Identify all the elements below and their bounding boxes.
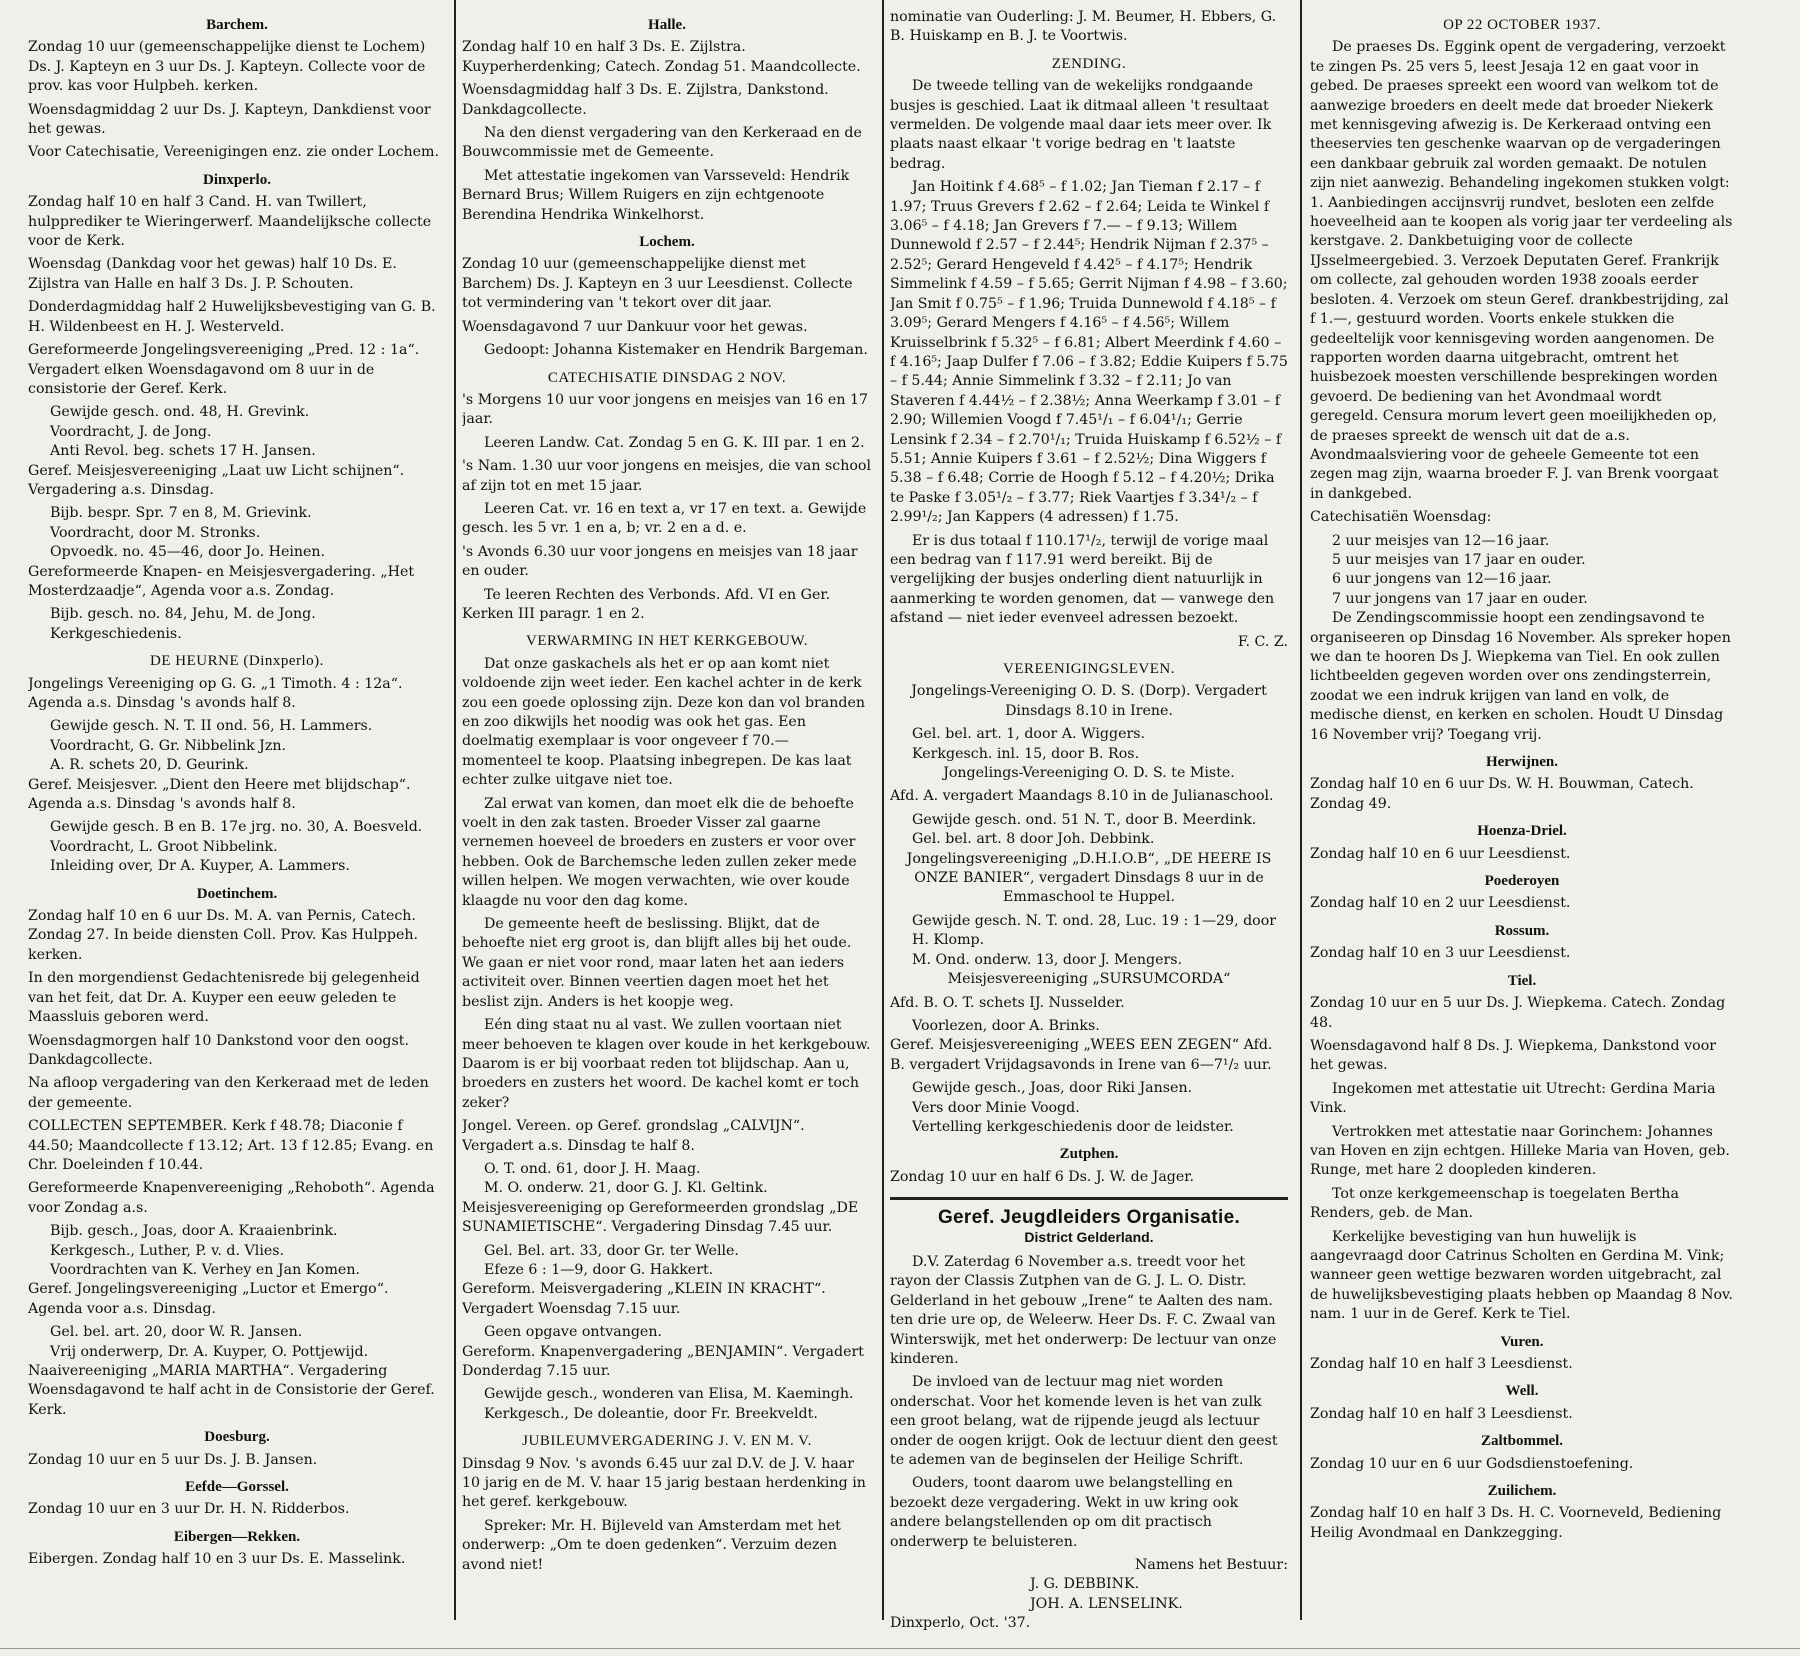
paragraph: Gereformeerde Knapenvereeniging „Rehoboth“. Agenda voor Zondag a.s.	[28, 1180, 435, 1216]
paragraph: Afd. A. vergadert Maandags 8.10 in de Julianaschool.	[890, 788, 1274, 805]
agenda-line: 7 uur jongens van 17 jaar en ouder.	[1332, 590, 1588, 607]
paragraph-centered: Meisjesvereeniging „SURSUMCORDA“	[947, 971, 1231, 988]
agenda-line: 6 uur jongens van 12—16 jaar.	[1332, 571, 1552, 588]
agenda-line: Voordrachten van K. Verhey en Jan Komen.	[50, 1261, 360, 1278]
paragraph: Zondag 10 uur en 6 uur Godsdienstoefening.	[1310, 1455, 1634, 1472]
paragraph: In den morgendienst Gedachtenisrede bij gelegenheid van het feit, dat Dr. A. Kuyper een eeuw geleden te Maassluis geboren werd.	[28, 970, 420, 1026]
paragraph: D.V. Zaterdag 6 November a.s. treedt voor het rayon der Classis Zutphen van de G. J. L. O. Distr. Gelderland in het gebouw „Irene“ te Aalten des nam. ten drie ure op, de Weleerw. Heer Ds. F. C. Zwaal van Winterswijk, met het onderwerp: De lectuur van onze kinderen.	[890, 1253, 1277, 1367]
agenda-line: Inleiding over, Dr A. Kuyper, A. Lammers.	[50, 858, 350, 875]
divider	[890, 1197, 1288, 1200]
agenda-line: Efeze 6 : 1—9, door G. Hakkert.	[484, 1261, 714, 1278]
agenda-line: Gewijde gesch. N. T. II ond. 56, H. Lammers.	[50, 718, 373, 735]
agenda-line: Gel. bel. art. 1, door A. Wiggers.	[912, 726, 1146, 743]
paragraph: Woensdagmorgen half 10 Dankstond voor den oogst. Dankdagcollecte.	[28, 1032, 409, 1068]
paragraph: Leeren Cat. vr. 16 en text a, vr 17 en text. a. Gewijde gesch. les 5 vr. 1 en a, b; vr. 2 en a d. e.	[462, 500, 867, 537]
paragraph: Zondag 10 uur (gemeenschappelijke dienst met Barchem) Ds. J. Kapteyn en 3 uur Leesdienst. Collecte tot vermindering van 't tekort over dit jaar.	[462, 256, 853, 312]
paragraph: Zondag half 10 en half 3 Cand. H. van Twillert, hulpprediker te Wieringerwerf. Maandelijksche collecte voor de Kerk.	[28, 194, 432, 250]
paragraph: De gemeente heeft de beslissing. Blijkt, dat de behoefte niet erg groot is, dan blijft alles bij het oude. We gaan er niet voor rond, maar laten het aan ieders activiteit over. Binnen veertien dagen moet het het beslist zijn. Anders is het koopje weg.	[462, 916, 852, 1010]
section-title: Vuren.	[1500, 1333, 1544, 1350]
paragraph: Zal erwat van komen, dan moet elk die de behoefte voelt in den zak tasten. Broeder Visser zal gaarne vernemen hoeveel de broeders en zusters er voor over hebben. Ook de Barchemsche leden zullen zeker mede willen helpen. We mogen verwachten, wie over koude klaagde nu voor den dag kome.	[462, 795, 857, 909]
paragraph: Dinsdag 9 Nov. 's avonds 6.45 uur zal D.V. de J. V. haar 10 jarig en de M. V. haar 15 jarig bestaan herdenking in het geref. kerkgebouw.	[462, 1455, 866, 1511]
paragraph: Geref. Meisjesver. „Dient den Heere met blijdschap“. Agenda a.s. Dinsdag 's avonds half 8.	[28, 776, 411, 813]
paragraph: Met attestatie ingekomen van Varsseveld: Hendrik Bernard Brus; Willem Ruigers en zijn echtgenoote Berendina Hendrika Winkelhorst.	[462, 167, 850, 223]
paragraph: De tweede telling van de wekelijks rondgaande busjes is geschied. Laat ik ditmaal alleen 't resultaat vermelden. De volgende maal daar iets meer over. Ik plaats naast elkaar 't vorige bedrag en 't laatste bedrag.	[890, 78, 1272, 172]
section-heading: VERWARMING IN HET KERKGEBOUW.	[526, 633, 808, 650]
paragraph: Dinxperlo, Oct. '37.	[890, 1615, 1031, 1632]
agenda-line: O. T. ond. 61, door J. H. Maag.	[484, 1160, 701, 1177]
paragraph-centered: Jongelingsvereeniging „D.H.I.O.B“, „DE HEERE IS ONZE BANIER“, vergadert Dinsdags 8 uur in de Emmaschool te Huppel.	[906, 850, 1272, 906]
paragraph: Naaivereeniging „MARIA MARTHA“. Vergadering Woensdagavond te half acht in de Consistorie der Geref. Kerk.	[28, 1363, 435, 1418]
paragraph: Zondag 10 uur en 5 uur Ds. J. Wiepkema. Catech. Zondag 48.	[1310, 995, 1726, 1031]
paragraph: Zondag 10 uur en 5 uur Ds. J. B. Jansen.	[28, 1451, 318, 1468]
paragraph: Zondag half 10 en 6 uur Ds. W. H. Bouwman, Catech. Zondag 49.	[1310, 776, 1694, 812]
paragraph: Gereform. Meisvergadering „KLEIN IN KRACHT“. Vergadert Woensdag 7.15 uur.	[462, 1281, 826, 1317]
paragraph: De Zendingscommissie hoopt een zendingsavond te organiseeren op Dinsdag 16 November. Als spreker hopen we dan te hooren Ds J. Wiepkema van Tiel. En ook zullen lichtbeelden gegeven worden over ons zendingsterrein, zoodat we een indruk krijgen van land en volk, de medische dienst, en kerken en scholen. Houdt U Dinsdag 16 November vrij? Toegang vrij.	[1310, 610, 1731, 743]
signature-line: JOH. A. LENSELINK.	[1030, 1595, 1183, 1612]
agenda-line: Vertelling kerkgeschiedenis door de leidster.	[912, 1118, 1234, 1135]
section-title: Eibergen—Rekken.	[173, 1528, 301, 1545]
paragraph: Zondag half 10 en 2 uur Leesdienst.	[1310, 895, 1571, 912]
section-heading: CATECHISATIE DINSDAG 2 NOV.	[547, 369, 787, 386]
agenda-line: Gewijde gesch. ond. 48, H. Grevink.	[50, 404, 310, 421]
agenda-line: Gel. bel. art. 8 door Joh. Debbink.	[912, 831, 1155, 848]
section-title: Barchem.	[206, 17, 268, 33]
section-title: Zaltbommel.	[1480, 1433, 1564, 1450]
paragraph: Geref. Jongelingsvereeniging „Luctor et Emergo“. Agenda voor a.s. Dinsdag.	[28, 1281, 389, 1317]
paragraph: Meisjesvereeniging op Gereformeerden grondslag „DE SUNAMIETISCHE“. Vergadering Dinsdag 7.45 uur.	[462, 1199, 859, 1236]
section-heading: DE HEURNE (Dinxperlo).	[150, 653, 324, 670]
agenda-line: Gewijde gesch. B en B. 17e jrg. no. 30, A. Boesveld.	[50, 819, 423, 836]
column-1	[28, 0, 446, 1656]
paragraph: Zondag 10 uur en half 6 Ds. J. W. de Jager.	[890, 1168, 1195, 1185]
column-rule	[1300, 0, 1302, 1620]
paragraph: Gedoopt: Johanna Kistemaker en Hendrik Bargeman.	[484, 342, 868, 359]
paragraph: Eibergen. Zondag half 10 en 3 uur Ds. E. Masselink.	[28, 1551, 406, 1568]
paragraph: Ouders, toont daarom uwe belangstelling en bezoekt deze vergadering. Wekt in uw kring ook andere belangstellenden op om dit practisch onderwerp te beluisteren.	[890, 1475, 1239, 1550]
paragraph: Zondag 10 uur en 3 uur Dr. H. N. Ridderbos.	[28, 1501, 350, 1518]
paragraph: Voor Catechisatie, Vereenigingen enz. zie onder Lochem.	[28, 144, 440, 161]
agenda-line: Gewijde gesch., wonderen van Elisa, M. Kaemingh.	[484, 1386, 854, 1403]
agenda-line: Kerkgesch., Luther, P. v. d. Vlies.	[50, 1242, 285, 1259]
section-heading: JUBILEUMVERGADERING J. V. EN M. V.	[522, 1433, 812, 1450]
column-rule	[882, 0, 884, 1620]
paragraph: Gereformeerde Jongelingsvereeniging „Pred. 12 : 1a“. Vergadert elken Woensdagavond om 8 uur in de consistorie der Geref. Kerk.	[28, 342, 420, 397]
agenda-line: Kerkgesch. inl. 15, door B. Ros.	[912, 745, 1140, 762]
paragraph: Zondag half 10 en half 3 Ds. E. Zijlstra. Kuyperherdenking; Catech. Zondag 51. Maandcollecte.	[462, 39, 861, 75]
agenda-line: Bijb. gesch. no. 84, Jehu, M. de Jong.	[50, 606, 316, 623]
agenda-line: Voordracht, J. de Jong.	[50, 423, 212, 440]
agenda-line: Voordracht, door M. Stronks.	[50, 524, 261, 541]
paragraph: De invloed van de lectuur mag niet worden onderschat. Voor het komende leven is het van zulk een groot belang, wat de rijpende jeugd als lectuur onder de oogen krijgt. Ook de lectuur dient den geest te ademen van de beginselen der Heilige Schrift.	[890, 1374, 1278, 1469]
paragraph: Zondag half 10 en half 3 Ds. H. C. Voorneveld, Bediening Heilig Avondmaal en Dankzegging.	[1310, 1505, 1722, 1541]
section-title: Herwijnen.	[1485, 754, 1559, 771]
paragraph-centered: Jongelings-Vereeniging O. D. S. (Dorp). Vergadert Dinsdags 8.10 in Irene.	[911, 683, 1267, 719]
agenda-line: M. Ond. onderw. 13, door J. Mengers.	[912, 951, 1183, 968]
agenda-line: Gewijde gesch., Joas, door Riki Jansen.	[912, 1080, 1193, 1097]
paragraph: Woensdagavond half 8 Ds. J. Wiepkema, Dankstond voor het gewas.	[1310, 1037, 1717, 1074]
agenda-line: Gel. bel. art. 20, door W. R. Jansen.	[50, 1324, 303, 1341]
agenda-line: Gewijde gesch. ond. 51 N. T., door B. Meerdink.	[912, 811, 1257, 828]
paragraph: Eén ding staat nu al vast. We zullen voortaan niet meer behoeven te klagen over koude in het kerkgebouw. Daarom is er bij voorbaat reden tot blijdschap. Aan u, broeders en zusters het woord. De kachel komt er toch zeker?	[462, 1017, 871, 1111]
section-title: Dinxperlo.	[203, 171, 271, 188]
paragraph: Zondag 10 uur (gemeenschappelijke dienst te Lochem) Ds. J. Kapteyn en 3 uur Ds. J. Kapteyn. Collecte voor de prov. kas voor Hulpbeh. kerken.	[28, 39, 426, 95]
section-title: Well.	[1505, 1383, 1539, 1400]
paragraph: Afd. B. O. T. schets IJ. Nusselder.	[890, 994, 1125, 1011]
agenda-line: M. O. onderw. 21, door G. J. Kl. Geltink.	[484, 1180, 768, 1197]
paragraph: Spreker: Mr. H. Bijleveld van Amsterdam met het onderwerp: „Om te doen gedenken“. Verzuim dezen avond niet!	[462, 1517, 841, 1573]
paragraph: Ingekomen met attestatie uit Utrecht: Gerdina Maria Vink.	[1310, 1080, 1716, 1117]
agenda-line: Bijb. bespr. Spr. 7 en 8, M. Grievink.	[50, 505, 312, 522]
paragraph: Vertrokken met attestatie naar Gorinchem: Johannes van Hoven en zijn echtgen. Hilleke Maria van Hoven, geb. Runge, met hare 2 doopleden kinderen.	[1310, 1123, 1730, 1179]
paragraph: Woensdagmiddag 2 uur Ds. J. Kapteyn, Dankdienst voor het gewas.	[28, 101, 431, 138]
paragraph: Leeren Landw. Cat. Zondag 5 en G. K. III par. 1 en 2.	[484, 434, 865, 451]
paragraph: De praeses Ds. Eggink opent de vergadering, verzoekt te zingen Ps. 25 vers 5, leest Jesaja 12 en gaat voor in gebed. De praeses spreekt een woord van welkom tot de aanwezige broeders en deelt mede dat broeder Niekerk met kennisgeving afwezig is. De Kerkeraad ontving een theeservies ten geschenke waarvan op de vergaderingen een dankbaar gebruik zal worden gemaakt. De notulen zijn niet aanwezig. Behandeling ingekomen stukken volgt: 1. Aanbiedingen accijnsvrij rundvet, besloten een zelfde hoeveelheid aan te koopen als vorig jaar ter verdeeling als kerstgave. 2. Dankbetuiging voor de collecte IJsselmeergebied. 3. Verzoek Deputaten Geref. Frankrijk om collecte, zal gehouden worden 1938 zooals eerder besloten. 4. Verzoek om steun Geref. drankbestrijding, zal f 1.—, gestuurd worden. Voorts enkele stukken die gedeeltelijk voor kennisgeving worden aangenomen. De rapporten worden daarna uitgebracht, omtrent het huisbezoek moesten verschillende besprekingen worden gevoerd. De bediening van het Avondmaal wordt geregeld. Censura morum levert geen moeilijkheden op, de praeses spreekt de wensch uit dat de a.s. Avondmaalsviering voor de geheele Gemeente tot een zegen mag zijn, waarna broeder F. J. van Brenk voorgaat in dankgebed.	[1310, 39, 1733, 502]
section-heading: ZENDING.	[1051, 55, 1127, 72]
column-2	[462, 0, 872, 1656]
signature-line: J. G. DEBBINK.	[1030, 1576, 1140, 1593]
paragraph: Dat onze gaskachels als het er op aan komt niet voldoende zijn weet ieder. Een kachel achter in de kerk zou een goede oplossing zijn. Deze kon dan vol branden en zoo dikwijls het noodig was ook het gas. Een doelmatig exemplaar is voor ongeveer f 70.— momenteel te koop. Plaatsing inbegrepen. De kas laat echter zulke uitgave niet toe.	[462, 655, 866, 789]
organisation-subtitle: District Gelderland.	[1024, 1228, 1154, 1245]
paragraph: Na afloop vergadering van den Kerkeraad met de leden der gemeente.	[28, 1075, 429, 1111]
agenda-line: Vrij onderwerp, Dr. A. Kuyper, O. Pottjewijd.	[50, 1343, 369, 1360]
signature: F. C. Z.	[1237, 633, 1288, 650]
paragraph: Gereform. Knapenvergadering „BENJAMIN“. Vergadert Donderdag 7.15 uur.	[462, 1343, 864, 1379]
agenda-line: Opvoedk. no. 45—46, door Jo. Heinen.	[50, 544, 326, 561]
paragraph: Woensdagavond 7 uur Dankuur voor het gewas.	[462, 318, 808, 335]
agenda-line: Voorlezen, door A. Brinks.	[912, 1017, 1100, 1034]
paragraph: Jongelings Vereeniging op G. G. „1 Timoth. 4 : 12a“. Agenda a.s. Dinsdag 's avonds half 8.	[28, 675, 403, 711]
organisation-title: Geref. Jeugdleiders Organisatie.	[937, 1207, 1241, 1229]
section-title: Halle.	[648, 17, 686, 33]
paragraph: Kerkelijke bevestiging van hun huwelijk is aangevraagd door Catrinus Scholten en Gerdina M. Vink; wanneer geen wettige bezwaren worden uitgebracht, zal de huwelijksbevestiging plaats hebben op Maandag 8 Nov. nam. 1 uur in de Geref. Kerk te Tiel.	[1310, 1228, 1733, 1323]
section-title: Tiel.	[1507, 972, 1537, 989]
agenda-line: 5 uur meisjes van 17 jaar en ouder.	[1332, 551, 1586, 568]
section-title: Doetinchem.	[196, 885, 278, 902]
paragraph: Zondag half 10 en 3 uur Leesdienst.	[1310, 945, 1571, 962]
agenda-line: A. R. schets 20, D. Geurink.	[50, 757, 249, 774]
paragraph: nominatie van Ouderling: J. M. Beumer, H. Ebbers, G. B. Huiskamp en B. J. te Voortwis.	[890, 9, 1277, 45]
paragraph: Donderdagmiddag half 2 Huwelijksbevestiging van G. B. H. Wildenbeest en H. J. Westerveld.	[28, 299, 436, 335]
paragraph: Jongel. Vereen. op Geref. grondslag „CALVIJN“. Vergadert a.s. Dinsdag te half 8.	[462, 1118, 805, 1154]
agenda-line: Gel. Bel. art. 33, door Gr. ter Welle.	[484, 1242, 739, 1259]
paragraph: Zondag half 10 en half 3 Leesdienst.	[1310, 1405, 1573, 1422]
paragraph: Catechisatiën Woensdag:	[1310, 509, 1492, 526]
agenda-line: Geen opgave ontvangen.	[484, 1324, 662, 1341]
section-heading: VEREENIGINGSLEVEN.	[1003, 661, 1175, 677]
agenda-line: Kerkgeschiedenis.	[50, 625, 182, 642]
paragraph: Gereformeerde Knapen- en Meisjesvergadering. „Het Mosterdzaadje“, Agenda voor a.s. Zondag.	[28, 563, 415, 599]
agenda-line: Voordracht, G. Gr. Nibbelink Jzn.	[50, 737, 286, 754]
paragraph: 's Avonds 6.30 uur voor jongens en meisjes van 18 jaar en ouder.	[462, 543, 858, 580]
paragraph: Zondag half 10 en 6 uur Leesdienst.	[1310, 845, 1571, 862]
agenda-line: Anti Revol. beg. schets 17 H. Jansen.	[50, 443, 316, 460]
agenda-line: Vers door Minie Voogd.	[912, 1099, 1080, 1116]
paragraph: Zondag half 10 en half 3 Leesdienst.	[1310, 1356, 1573, 1372]
paragraph: 's Nam. 1.30 uur voor jongens en meisjes, die van school af zijn tot en met 15 jaar.	[462, 458, 872, 494]
paragraph: Geref. Meisjesvereeniging „WEES EEN ZEGEN“ Afd. B. vergadert Vrijdagsavonds in Irene van 6—7¹/₂ uur.	[890, 1037, 1273, 1073]
column-4	[1310, 0, 1734, 1656]
agenda-line: Gewijde gesch. N. T. ond. 28, Luc. 19 : 1—29, door H. Klomp.	[912, 912, 1277, 949]
agenda-line: Kerkgesch., De doleantie, door Fr. Breekveldt.	[484, 1405, 818, 1422]
paragraph: Zondag half 10 en 6 uur Ds. M. A. van Pernis, Catech. Zondag 27. In beide diensten Coll. Prov. Kas Hulppeh. kerken.	[28, 908, 418, 963]
agenda-line: Voordracht, L. Groot Nibbelink.	[50, 838, 278, 855]
section-heading: OP 22 OCTOBER 1937.	[1443, 17, 1601, 33]
paragraph: Woensdagmiddag half 3 Ds. E. Zijlstra, Dankstond. Dankdagcollecte.	[462, 82, 829, 118]
agenda-line: 2 uur meisjes van 12—16 jaar.	[1332, 532, 1550, 549]
section-title: Hoenza-Driel.	[1477, 823, 1567, 840]
paragraph: Jan Hoitink f 4.68⁵ – f 1.02; Jan Tieman f 2.17 – f 1.97; Truus Grevers f 2.62 – f 2.64; Leida te Winkel f 3.06⁵ – f 4.18; Jan Grevers f 7.— – f 9.13; Willem Dunnewold f 2.57 – f 2.44⁵; Hendrik Nijman f 2.37⁵ – 2.52⁵; Gerard Hengeveld f 4.42⁵ – f 4.17⁵; Hendrik Simmelink f 4.59 – f 5.65; Gerrit Nijman f 4.98 – f 3.60; Jan Smit f 0.75⁵ – f 1.96; Truida Dunnewold f 4.18⁵ – f 3.09⁵; Gerard Mengers f 4.16⁵ – f 4.56⁵; Willem Kruisselbrink f 5.32⁵ – f 6.81; Albert Meerdink f 4.60 – f 4.16⁵; Jaap Dulfer f 7.06 – f 3.82; Eddie Kuipers f 5.75 – f 5.44; Annie Simmelink f 3.32 – f 2.11; Jo van Staveren f 4.44½ – f 2.38½; Anna Weerkamp f 3.01 – f 2.90; Willemien Voogd f 7.45¹/₁ – f 6.04¹/₁; Gerrie Lensink f 2.34 – f 2.70¹/₁; Truida Huiskamp f 6.52½ – f 5.51; Annie Kuipers f 3.61 – f 2.52½; Dina Wiggers f 5.38 – f 6.48; Corrie de Hoogh f 5.12 – f 4.20½; Drika te Paske f 3.05¹/₂ – f 3.77; Riek Vaartjes f 3.34¹/₂ – f 2.99¹/₂; Jan Kappers (4 adressen) f 1.75.	[890, 179, 1288, 526]
section-title: Zuilichem.	[1487, 1483, 1557, 1500]
section-title: Zutphen.	[1059, 1146, 1119, 1163]
paragraph: Te leeren Rechten des Verbonds. Afd. VI en Ger. Kerken III paragr. 1 en 2.	[462, 586, 831, 622]
paragraph: Na den dienst vergadering van den Kerkeraad en de Bouwcommissie met de Gemeente.	[462, 125, 862, 161]
section-title: Eefde—Gorssel.	[185, 1479, 289, 1496]
paragraph: COLLECTEN SEPTEMBER. Kerk f 48.78; Diaconie f 44.50; Maandcollecte f 13.12; Art. 13 f 12.85; Evang. en Chr. Doeleinden f 10.44.	[28, 1118, 434, 1173]
section-title: Doesburg.	[204, 1429, 270, 1446]
paragraph-centered: Jongelings-Vereeniging O. D. S. te Miste.	[943, 765, 1235, 782]
column-3	[890, 0, 1288, 1656]
signature: Namens het Bestuur:	[1134, 1557, 1288, 1574]
agenda-line: Bijb. gesch., Joas, door A. Kraaienbrink.	[50, 1223, 338, 1240]
column-rule	[454, 0, 456, 1620]
paragraph: Geref. Meisjesvereeniging „Laat uw Licht schijnen“. Vergadering a.s. Dinsdag.	[28, 462, 405, 498]
paragraph: Er is dus totaal f 110.17¹/₂, terwijl de vorige maal een bedrag van f 117.91 werd bereikt. Bij de vergelijking der busjes onderling dient natuurlijk in aanmerking te worden genomen, dat — vanwege den afstand — niet ieder evenveel adressen bezoekt.	[890, 532, 1275, 627]
paragraph: 's Morgens 10 uur voor jongens en meisjes van 16 en 17 jaar.	[462, 391, 869, 428]
section-title: Rossum.	[1494, 922, 1550, 939]
paragraph: Woensdag (Dankdag voor het gewas) half 10 Ds. E. Zijlstra van Halle en half 3 Ds. J. P. Schouten.	[28, 256, 397, 292]
section-title: Poederoyen	[1484, 873, 1560, 890]
section-title: Lochem.	[639, 234, 695, 251]
paragraph: Tot onze kerkgemeenschap is toegelaten Bertha Renders, geb. de Man.	[1310, 1185, 1679, 1222]
